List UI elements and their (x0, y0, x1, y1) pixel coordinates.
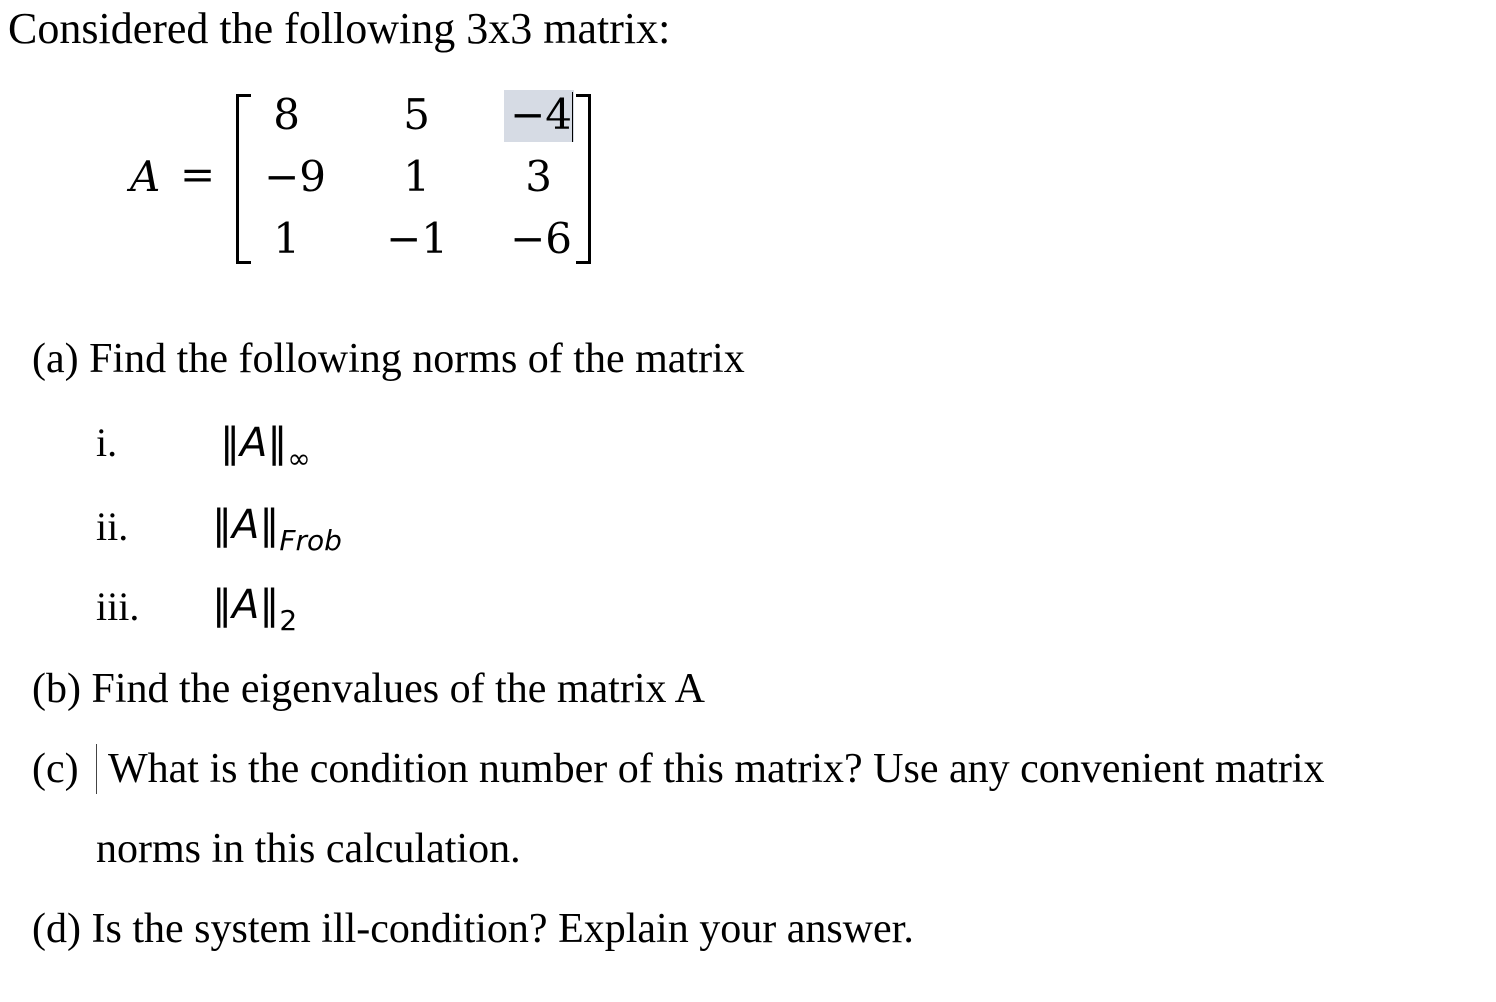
norm-symbol: A (232, 502, 260, 548)
part-a-label: (a) (32, 336, 79, 382)
norm-subscript: 2 (279, 604, 298, 637)
part-a-text: Find the following norms of the matrix (89, 336, 745, 382)
norm-bar-right: ‖ (259, 502, 280, 548)
part-d-text: Is the system ill-condition? Explain your answer. (91, 906, 914, 952)
norm-bar-left: ‖ (220, 420, 240, 466)
matrix-cell: −9 (264, 152, 326, 201)
matrix-cell: 1 (403, 152, 430, 201)
part-b (32, 664, 705, 714)
part-c-label: (c) (32, 746, 79, 792)
item-numeral: ii. (96, 504, 129, 549)
part-c-line2: norms in this calculation. (96, 826, 521, 872)
norm-symbol: A (240, 420, 268, 466)
text-cursor (96, 744, 97, 794)
matrix-cell: 1 (273, 214, 300, 263)
norm-bar-right: ‖ (259, 582, 280, 628)
norm-symbol: A (232, 582, 260, 628)
frobenius-norm (212, 500, 342, 557)
part-d-label: (d) (32, 906, 81, 952)
item-numeral: i. (96, 420, 118, 465)
part-b-text: Find the eigenvalues of the matrix A (91, 666, 706, 712)
text-cursor (572, 92, 573, 142)
problem-intro: Considered the following 3x3 matrix: (8, 4, 671, 53)
matrix-cell: 8 (273, 90, 300, 139)
right-bracket (576, 94, 591, 264)
matrix-cell: 3 (525, 152, 552, 201)
equals-sign: = (180, 150, 216, 199)
norm-bar-right: ‖ (267, 420, 288, 466)
matrix-cell: −1 (386, 214, 448, 263)
part-a (32, 334, 745, 384)
part-c-line1: What is the condition number of this matrix? Use any convenient matrix (108, 746, 1325, 792)
matrix-cell: 5 (403, 90, 430, 139)
norm-subscript: ∞ (287, 442, 311, 475)
norm-bar-left: ‖ (212, 582, 232, 628)
matrix-cell: −4 (510, 90, 572, 139)
two-norm (212, 580, 298, 637)
item-numeral: iii. (96, 584, 140, 629)
matrix-name: A (130, 152, 161, 201)
infinity-norm (220, 418, 311, 475)
norm-bar-left: ‖ (212, 502, 232, 548)
norm-subscript: Frob (279, 524, 342, 557)
part-d (32, 904, 914, 954)
part-b-label: (b) (32, 666, 81, 712)
matrix-cell: −6 (510, 214, 572, 263)
